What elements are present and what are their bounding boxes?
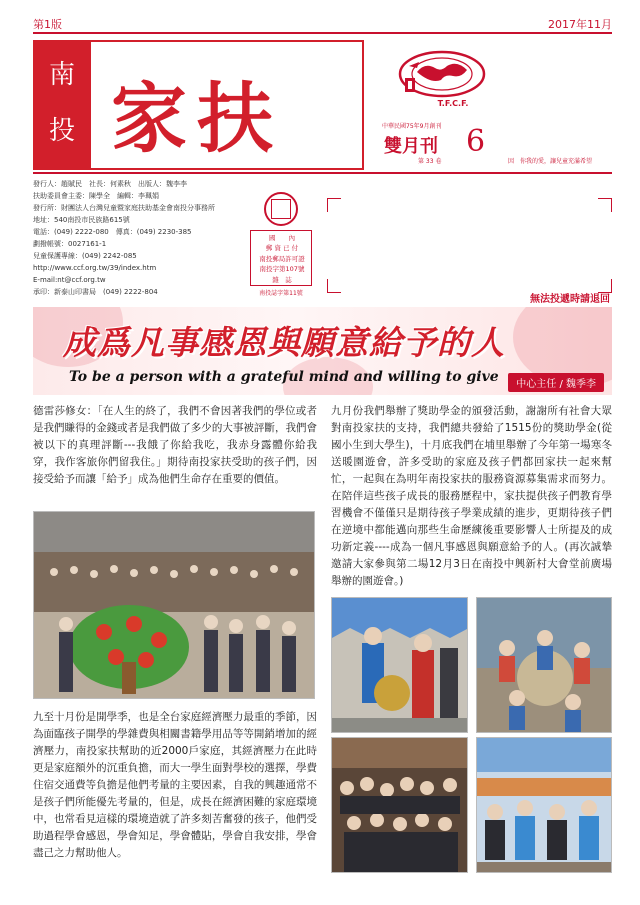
return-notice: 無法投遞時請退回 bbox=[530, 294, 610, 305]
mid-rule bbox=[33, 172, 612, 174]
website-link[interactable]: http://www.ccf.org.tw/39/index.htm bbox=[33, 264, 157, 272]
masthead-title: 家扶 bbox=[111, 74, 283, 163]
publisher-line: 地址：540南投市民族路615號 bbox=[33, 216, 130, 224]
photo-group-indoor bbox=[331, 737, 468, 873]
masthead bbox=[91, 40, 364, 170]
publisher-line: 承印：新泰山印書局 (049) 2222-804 bbox=[33, 288, 158, 296]
volume-label: 第 33 卷 bbox=[418, 158, 442, 165]
headline-banner bbox=[33, 307, 612, 395]
tfcf-globe-logo bbox=[395, 48, 490, 110]
permit-line: 郵 資 已 付 bbox=[265, 244, 299, 252]
publisher-info bbox=[33, 178, 243, 298]
permit-footer: 南投誌字第11號 bbox=[259, 290, 303, 297]
photo-children-play bbox=[476, 597, 612, 733]
edition-label: 第1版 bbox=[33, 18, 62, 31]
author-badge: 中心主任 / 魏季李 bbox=[508, 373, 604, 392]
article-headline: 成爲凡事感恩與願意給予的人 bbox=[63, 323, 505, 362]
permit-line: 南投字第107號 bbox=[259, 265, 305, 273]
article-subtitle: To be a person with a grateful mind and willing to give bbox=[69, 369, 499, 385]
bimonthly-label: 雙月刊 bbox=[384, 136, 438, 157]
address-frame bbox=[327, 198, 612, 293]
issue-date: 2017年11月 bbox=[548, 18, 612, 31]
photo-ceremony bbox=[33, 511, 315, 699]
article-paragraph-1: 德雷莎修女：「在人生的終了，我們不會因著我們的學位或者是我們賺得的金錢或者是我們做了多少的大事被評斷，我們會被以下的真理評斷---我餓了你給我吃，我赤身露體你給我穿，我作客旅你們留我住。」期待南投家扶受助的孩子們，因接受給予而讓「給予」成為他們生命存在重要的價值。 bbox=[33, 405, 317, 485]
publisher-line: 發行人：趙賦民 社長：何素秋 出版人：魏李李 bbox=[33, 180, 187, 188]
photo-kids-classroom bbox=[476, 737, 612, 873]
permit-line: 南投郵局許可證 bbox=[259, 255, 305, 263]
article-paragraph-3: 九月份我們舉辦了獎助學金的頒發活動，謝謝所有社會大眾對南投家扶的支持，我們總共發給了1515份的獎助學金(從國小生到大學生)，十月底我們在埔里舉辦了今年第一場寒冬送暖園遊會，許多受助的家庭及孩子們都回家扶一起來幫忙，一起與在為明年南投家扶的服務資源募集需求而努力。在陪伴這些孩子成長的服務歷程中，家扶提供孩子們教育學習機會不僅僅只是期待孩子學業成績的進步，更期待孩子們在逆境中都能邁向那些生命歷練後重要影響人士所提及的成功新定義----成為一個凡事感恩與願意給予的人。(再次誠摯邀請大家參與第二場12月3日在南投中興新村大會堂前廣場舉辦的園遊會。) bbox=[331, 405, 612, 587]
masthead-side-char-2: 投 bbox=[48, 116, 75, 146]
masthead-side-char-1: 南 bbox=[48, 60, 75, 90]
email-link[interactable]: E-mail:nt@ccf.org.tw bbox=[33, 276, 106, 284]
publisher-line: 發行所：財團法人台灣兒童暨家庭扶助基金會南投分事務所 bbox=[33, 204, 215, 212]
established-note: 中華民國75年9月創刊 bbox=[382, 123, 442, 130]
masthead-side bbox=[33, 40, 91, 170]
publisher-line: 扶助委員會主委：陳學全 編輯：李珮娟 bbox=[33, 192, 159, 200]
publisher-line: 劃撥帳號：0027161-1 bbox=[33, 240, 107, 248]
permit-line: 國 內 bbox=[269, 234, 295, 242]
article-paragraph-2: 九至十月份是開學季，也是全台家庭經濟壓力最重的季節，因為面臨孩子開學的學雜費與相關書籍學用品等等開銷增加的經濟壓力，南投家扶幫助的近2000戶家庭，其經濟壓力在此時更是家庭額外的沉重負擔，而大一學生面對學校的選擇，學費住宿交通費等負擔是他們考量的主要因素，自我的興趣通常不是孩子們所能優先考量的，但是，成長在經濟困難的家庭環境中，也常看見這樣的環境造就了許多刻苦奮發的孩子，他們受助過程學會感恩，學會知足，學會體貼，學會自我安排，學會盡己之力幫助他人。 bbox=[33, 711, 317, 859]
postal-permit-box bbox=[250, 230, 312, 286]
publisher-line: 兒童保護專線：(049) 2242-085 bbox=[33, 252, 137, 260]
permit-line: 雜 誌 bbox=[272, 276, 292, 284]
top-rule bbox=[33, 32, 612, 34]
postal-stamp bbox=[248, 192, 314, 298]
photo-gong-event bbox=[331, 597, 468, 733]
issue-number: 6 bbox=[466, 124, 486, 159]
publisher-line: 電話：(049) 2222-080 傳真：(049) 2230-385 bbox=[33, 228, 192, 236]
logo-text: T.F.C.F. bbox=[437, 99, 469, 108]
postal-seal-inner bbox=[271, 199, 291, 219]
motto: 因 你我的愛，讓兒童充滿希望 bbox=[508, 158, 593, 165]
